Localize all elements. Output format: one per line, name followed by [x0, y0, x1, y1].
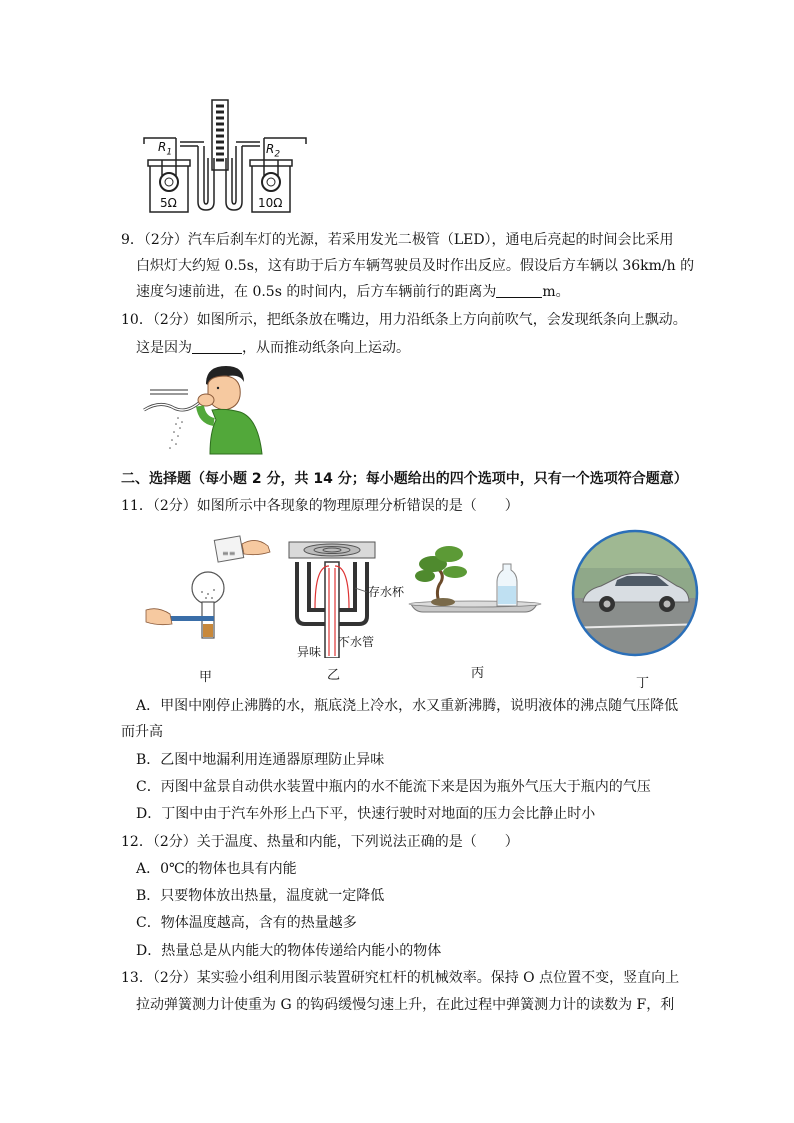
q9-line2: 白炽灯大约短 0.5s，这有助于后方车辆驾驶员及时作出反应。假设后方车辆以 36km/h 的 [136, 258, 695, 274]
fig-jia-flask [140, 530, 275, 650]
caption-ding: 丁 [636, 676, 650, 691]
fig-yi-cup-label: 存水杯 [368, 585, 405, 599]
q11-option-d[interactable]: D．丁图中由于汽车外形上凸下平，快速行驶时对地面的压力会比静止时小 [136, 806, 596, 822]
q11-option-c[interactable]: C．丙图中盆景自动供水装置中瓶内的水不能流下来是因为瓶外气压大于瓶内的气压 [136, 779, 651, 795]
q9-answer-blank[interactable] [496, 283, 542, 298]
fig-yi-smell-label: 异味 [297, 645, 322, 659]
q11-option-a-line1[interactable]: A．甲图中刚停止沸腾的水，瓶底浇上冷水，水又重新沸腾，说明液体的沸点随气压降低 [136, 698, 679, 714]
q12-option-d[interactable]: D．热量总是从内能大的物体传递给内能小的物体 [136, 943, 442, 959]
q12-option-c[interactable]: C．物体温度越高，含有的热量越多 [136, 915, 357, 931]
caption-yi: 乙 [327, 668, 341, 683]
q13-line2: 拉动弹簧测力计使重为 G 的钩码缓慢匀速上升，在此过程中弹簧测力计的读数为 F，利 [136, 997, 675, 1013]
q9-line3: 速度匀速前进，在 0.5s 的时间内，后方车辆前行的距离为 m。 [136, 284, 570, 300]
fig-yi-pipe-label: 下水管 [338, 635, 375, 649]
q10-line1: 10．（2分）如图所示，把纸条放在嘴边，用力沿纸条上方向前吹气，会发现纸条向上飘动。 [121, 312, 687, 328]
q10-answer-blank[interactable] [192, 339, 242, 354]
fig-ding-car [565, 528, 705, 658]
r1-label: $R_1$ [158, 140, 173, 158]
q11-option-b[interactable]: B．乙图中地漏利用连通器原理防止异味 [136, 752, 385, 768]
fig-bing-bonsai [405, 540, 545, 615]
r2-label: $R_2$ [266, 142, 281, 160]
r2-value: 10Ω [258, 196, 283, 210]
boy-blowing-paper-figure [140, 362, 270, 458]
q12-stem: 12．（2分）关于温度、热量和内能，下列说法正确的是（ ） [121, 834, 519, 850]
q13-line1: 13．（2分）某实验小组利用图示装置研究杠杆的机械效率。保持 O 点位置不变，竖直向上 [121, 970, 680, 986]
caption-bing: 丙 [471, 666, 485, 681]
q10-line2: 这是因为 ，从而推动纸条向上运动。 [136, 340, 410, 356]
q9-line1: 9．（2分）汽车后刹车灯的光源，若采用发光二极管（LED），通电后亮起的时间会比采用 [121, 232, 674, 248]
q12-option-a[interactable]: A．0℃的物体也具有内能 [136, 861, 297, 877]
caption-jia: 甲 [199, 670, 213, 685]
q11-option-a-line2[interactable]: 而升高 [121, 724, 163, 740]
q12-option-b[interactable]: B．只要物体放出热量，温度就一定降低 [136, 888, 385, 904]
section2-title: 二、选择题（每小题 2 分，共 14 分；每小题给出的四个选项中，只有一个选项符合题意） [121, 471, 688, 487]
r1-value: 5Ω [160, 196, 177, 210]
q11-stem: 11．（2分）如图所示中各现象的物理原理分析错误的是（ ） [121, 498, 519, 514]
svg-text:≡≡: ≡≡ [222, 549, 236, 558]
